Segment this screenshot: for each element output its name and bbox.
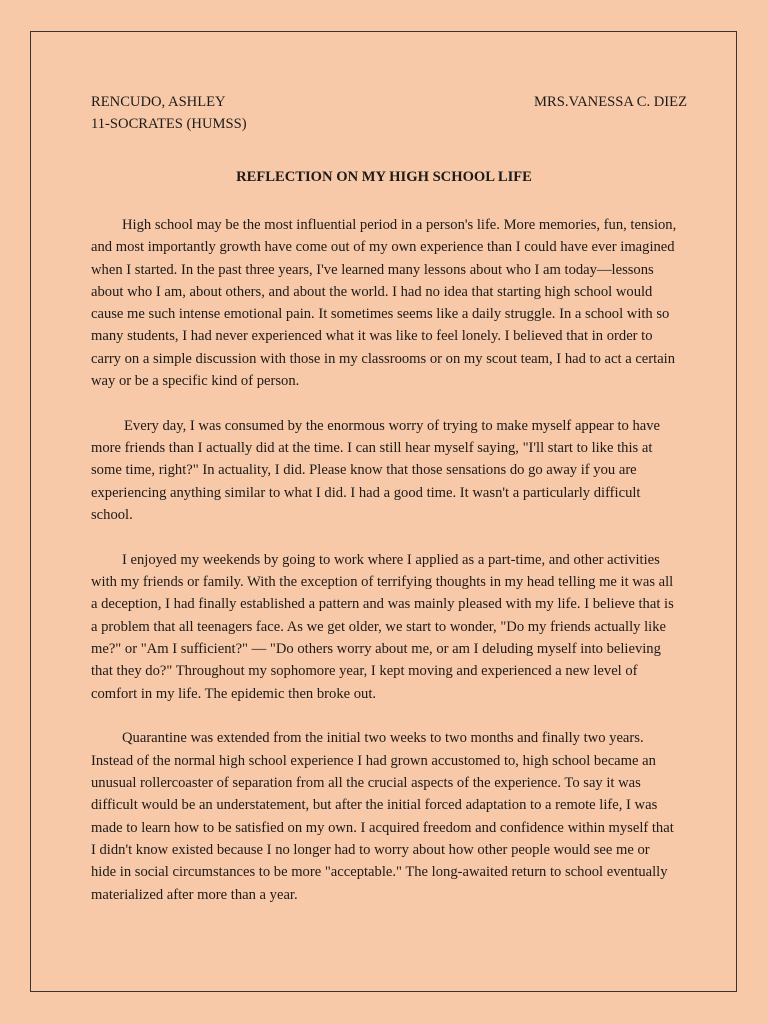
- teacher-name: MRS.VANESSA C. DIEZ: [534, 94, 687, 110]
- document-title: REFLECTION ON MY HIGH SCHOOL LIFE: [236, 169, 532, 185]
- essay-body: [91, 214, 678, 928]
- paragraph-4: Quarantine was extended from the initial two weeks to two months and finally two years. Instead of the normal high school experience I had grown accustomed to, high school became an unusual rollercoaster of separation from all the crucial aspects of the experience. To say it was difficult would be an understatement, but after the initial forced adaptation to a remote life, I was made to learn how to be satisfied on my own. I acquired freedom and confidence within myself that I didn't know existed because I no longer had to worry about how other people would see me or hide in social circumstances to be more "acceptable." The long-awaited return to school eventually materialized after more than a year.: [91, 730, 674, 903]
- student-section: 11-SOCRATES (HUMSS): [91, 116, 247, 132]
- paragraph-2: Every day, I was consumed by the enormous worry of trying to make myself appear to have more friends than I actually did at the time. I can still hear myself saying, "I'll start to like this at some time, right?" In actuality, I did. Please know that those sensations do go away if you are experiencing anything similar to what I did. I had a good time. It wasn't a particularly difficult school.: [91, 417, 661, 524]
- student-name: RENCUDO, ASHLEY: [91, 94, 226, 110]
- paragraph-1: High school may be the most influential period in a person's life. More memories, fun, tension, and most importantly growth have come out of my own experience than I could have ever imagined when I started. In the past three years, I've learned many lessons about who I am today—lessons about who I am, about others, and about the world. I had no idea that starting high school would cause me such intense emotional pain. It sometimes seems like a daily struggle. In a school with so many students, I had never experienced what it was like to feel lonely. I believed that in order to carry on a simple discussion with those in my classrooms or on my scout team, I had to act a certain way or be a specific kind of person.: [91, 217, 677, 390]
- paragraph-3: I enjoyed my weekends by going to work where I applied as a part-time, and other activities with my friends or family. With the exception of terrifying thoughts in my head telling me it was all a deception, I had finally established a pattern and was mainly pleased with my life. I believe that is a problem that all teenagers face. As we get older, we start to wonder, "Do my friends actually like me?" or "Am I sufficient?" — "Do others worry about me, or am I deluding myself into believing that they do?" Throughout my sophomore year, I kept moving and experienced a new level of comfort in my life. The epidemic then broke out.: [91, 551, 674, 702]
